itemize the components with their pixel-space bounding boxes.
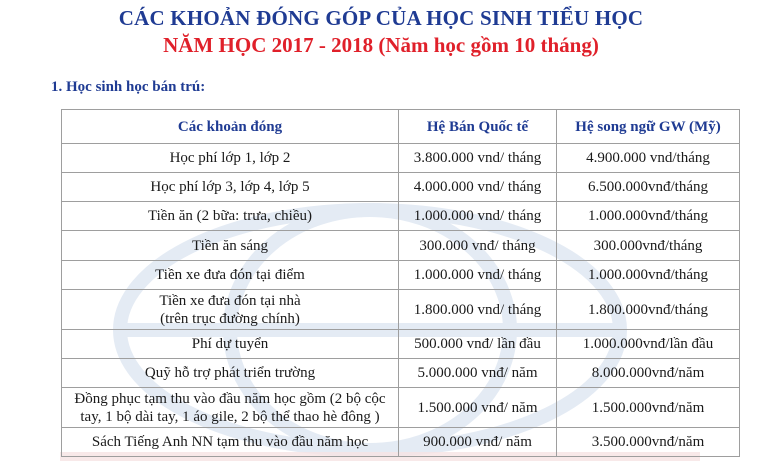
fee-gw: 300.000vnđ/tháng <box>557 231 740 261</box>
fee-item <box>62 290 399 330</box>
fee-intl: 300.000 vnđ/ tháng <box>399 231 557 261</box>
fee-gw: 1.800.000vnđ/tháng <box>557 290 740 330</box>
section-heading: 1. Học sinh học bán trú: <box>51 79 206 95</box>
table-row <box>62 290 740 330</box>
fee-item-line: Đồng phục tạm thu vào đầu năm học gồm (2 bộ cộc <box>74 390 386 407</box>
fee-item: Tiền xe đưa đón tại điểm <box>62 261 399 290</box>
fee-gw: 1.000.000vnđ/lần đầu <box>557 330 740 359</box>
fee-intl: 1.000.000 vnd/ tháng <box>399 261 557 290</box>
table-row <box>62 428 740 457</box>
table-row <box>62 359 740 388</box>
fee-gw: 3.500.000vnđ/năm <box>557 428 740 457</box>
table-row <box>62 231 740 261</box>
fee-item: Quỹ hỗ trợ phát triển trường <box>62 359 399 388</box>
fee-intl: 3.800.000 vnd/ tháng <box>399 144 557 173</box>
fee-gw: 4.900.000 vnd/tháng <box>557 144 740 173</box>
column-header-item: Các khoản đóng <box>62 110 399 144</box>
page-title: CÁC KHOẢN ĐÓNG GÓP CỦA HỌC SINH TIỂU HỌC <box>118 6 644 30</box>
fee-item: Sách Tiếng Anh NN tạm thu vào đầu năm học <box>62 428 399 457</box>
fee-item: Tiền ăn (2 bữa: trưa, chiều) <box>62 202 399 231</box>
fee-intl: 900.000 vnđ/ năm <box>399 428 557 457</box>
fee-gw: 8.000.000vnđ/năm <box>557 359 740 388</box>
page-subtitle: NĂM HỌC 2017 - 2018 (Năm học gồm 10 tháng) <box>163 33 599 57</box>
fee-item: Tiền ăn sáng <box>62 231 399 261</box>
table-row <box>62 144 740 173</box>
fee-intl: 1.000.000 vnd/ tháng <box>399 202 557 231</box>
fee-gw: 1.000.000vnđ/tháng <box>557 202 740 231</box>
fee-intl: 4.000.000 vnd/ tháng <box>399 173 557 202</box>
fee-intl: 1.500.000 vnđ/ năm <box>399 388 557 428</box>
fee-item: Học phí lớp 3, lớp 4, lớp 5 <box>62 173 399 202</box>
column-header-gw: Hệ song ngữ GW (Mỹ) <box>557 110 740 144</box>
fee-item-line: tay, 1 bộ dài tay, 1 áo gile, 2 bộ thể thao hè đông ) <box>80 408 380 425</box>
table-row <box>62 388 740 428</box>
table-row <box>62 173 740 202</box>
fee-gw: 1.000.000vnđ/tháng <box>557 261 740 290</box>
fees-table <box>61 109 740 457</box>
fee-item-line: (trên trục đường chính) <box>160 310 300 327</box>
fee-gw: 6.500.000vnđ/tháng <box>557 173 740 202</box>
column-header-intl: Hệ Bán Quốc tế <box>399 110 557 144</box>
fee-intl: 5.000.000 vnđ/ năm <box>399 359 557 388</box>
table-header-row <box>62 110 740 144</box>
fee-item: Học phí lớp 1, lớp 2 <box>62 144 399 173</box>
fee-gw: 1.500.000vnđ/năm <box>557 388 740 428</box>
fee-item <box>62 388 399 428</box>
table-row <box>62 330 740 359</box>
table-row <box>62 202 740 231</box>
fee-item: Phí dự tuyển <box>62 330 399 359</box>
fee-intl: 1.800.000 vnd/ tháng <box>399 290 557 330</box>
table-row <box>62 261 740 290</box>
fee-item-line: Tiền xe đưa đón tại nhà <box>159 292 301 309</box>
fee-intl: 500.000 vnđ/ lần đầu <box>399 330 557 359</box>
